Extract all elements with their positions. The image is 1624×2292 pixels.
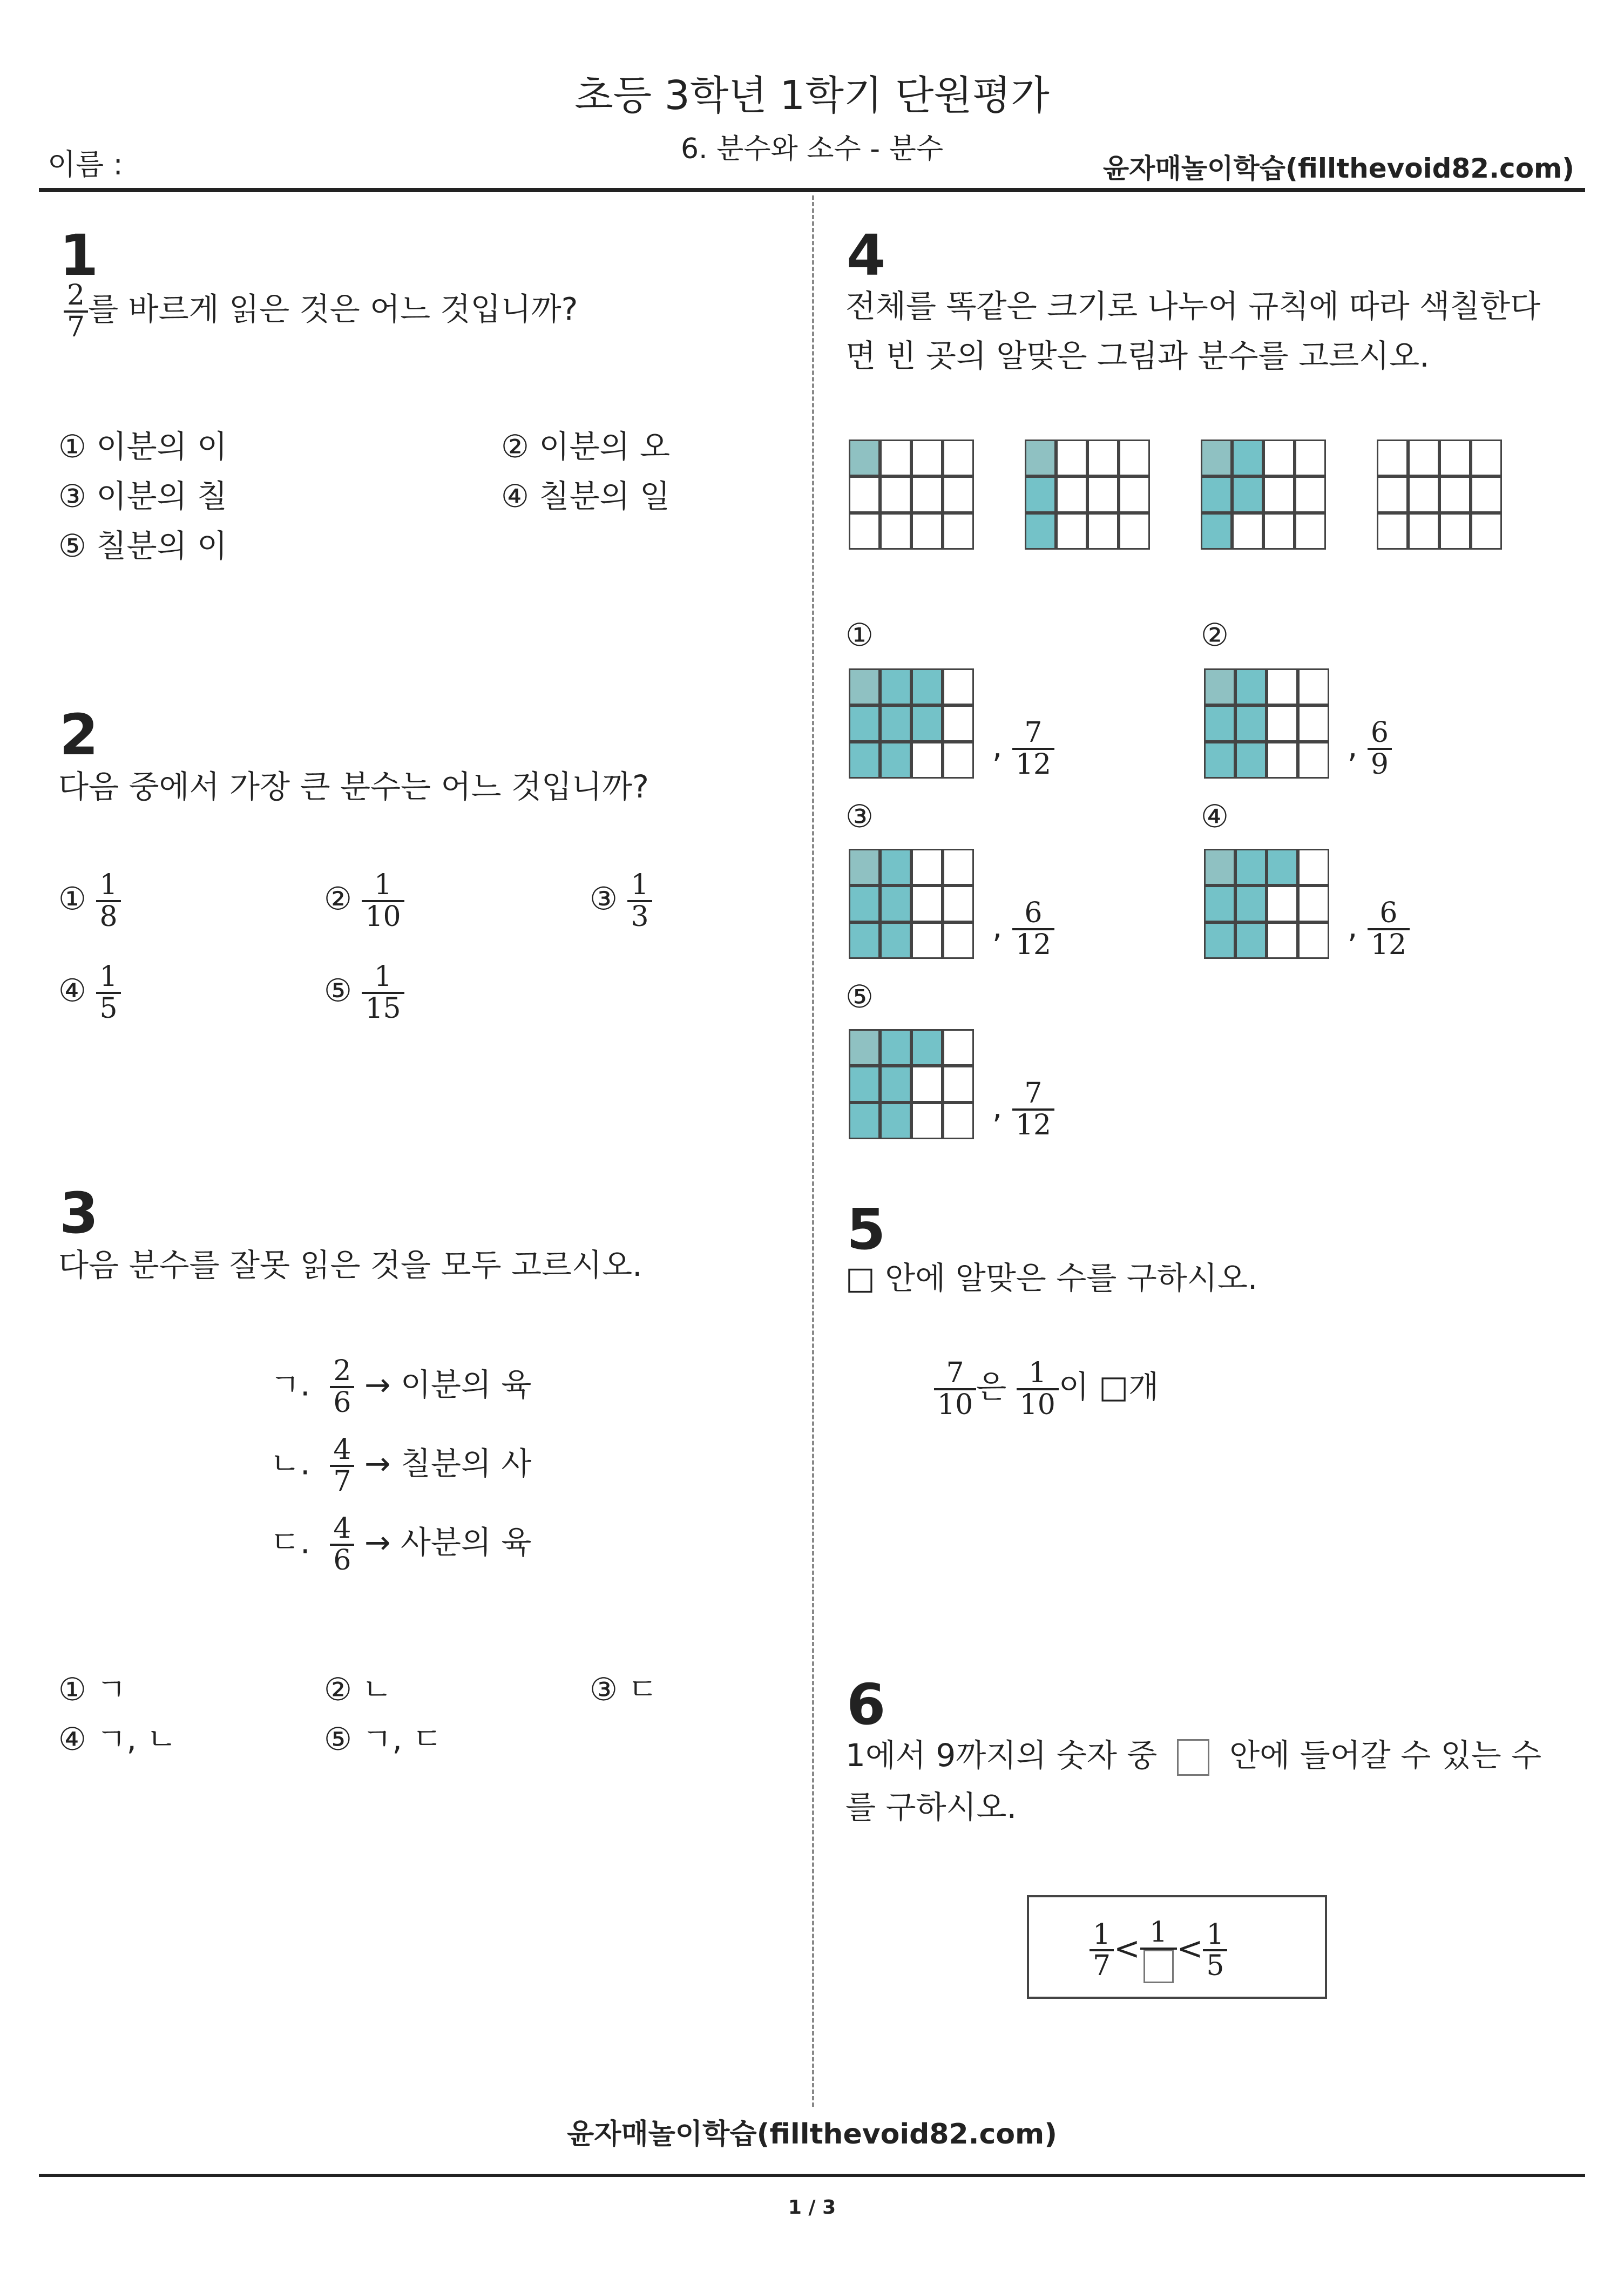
q4-option-3-fraction: , $\frac{6}{12}$ bbox=[992, 898, 1054, 959]
grid-cell bbox=[1439, 513, 1471, 550]
grid-cell bbox=[1025, 476, 1056, 513]
q4-option-1-mark[interactable]: ① bbox=[845, 617, 874, 653]
grid-cell bbox=[1056, 476, 1087, 513]
grid-cell bbox=[1119, 513, 1150, 550]
option-5-grid bbox=[849, 1029, 974, 1139]
grid-cell bbox=[880, 922, 911, 959]
grid-cell bbox=[880, 668, 911, 705]
grid-cell bbox=[849, 1103, 880, 1139]
q1-prompt: 를 바르게 읽은 것은 어느 것입니까? bbox=[88, 290, 578, 328]
grid-cell bbox=[1295, 513, 1326, 550]
grid-cell bbox=[1087, 440, 1119, 476]
grid-cell bbox=[1235, 705, 1267, 742]
grid-cell bbox=[943, 1066, 974, 1103]
q1-option-1[interactable]: ① 이분의 이 bbox=[58, 428, 227, 465]
question-2-text: 다음 중에서 가장 큰 분수는 어느 것입니까? bbox=[58, 768, 649, 805]
q3-option-3[interactable]: ③ ㄷ bbox=[590, 1671, 658, 1708]
grid-cell bbox=[911, 849, 943, 885]
q1-option-3[interactable]: ③ 이분의 칠 bbox=[58, 478, 227, 515]
option-3-grid bbox=[849, 849, 974, 959]
pattern-grid-2 bbox=[1025, 440, 1150, 550]
question-6-text-line2: 를 구하시오. bbox=[845, 1789, 1017, 1826]
grid-cell bbox=[1377, 513, 1408, 550]
q4-option-4-fraction: , $\frac{6}{12}$ bbox=[1348, 898, 1410, 959]
grid-cell bbox=[1298, 705, 1329, 742]
grid-cell bbox=[943, 849, 974, 885]
grid-cell bbox=[1263, 513, 1295, 550]
grid-cell bbox=[943, 705, 974, 742]
grid-cell bbox=[1235, 849, 1267, 885]
q4-option-2-fraction: , $\frac{6}{9}$ bbox=[1348, 718, 1392, 779]
grid-cell bbox=[1471, 440, 1502, 476]
q3-option-4[interactable]: ④ ㄱ, ㄴ bbox=[58, 1721, 177, 1757]
grid-cell bbox=[849, 922, 880, 959]
q4-option-3-mark[interactable]: ③ bbox=[845, 798, 874, 835]
grid-cell bbox=[1204, 705, 1235, 742]
grid-cell bbox=[1056, 440, 1087, 476]
grid-cell bbox=[911, 922, 943, 959]
grid-cell bbox=[880, 849, 911, 885]
q1-fraction: $\frac{2}{7}$ bbox=[64, 281, 88, 342]
grid-cell bbox=[880, 1103, 911, 1139]
grid-cell bbox=[943, 513, 974, 550]
q2-option-1[interactable]: ① $\frac{1}{8}$ bbox=[58, 870, 121, 931]
grid-cell bbox=[911, 476, 943, 513]
q3-item-a: ㄱ. $\frac{2}{6}$ → 이분의 육 bbox=[270, 1355, 532, 1419]
grid-cell bbox=[911, 885, 943, 922]
grid-cell bbox=[1408, 476, 1439, 513]
option-4-grid bbox=[1204, 849, 1329, 959]
grid-cell bbox=[943, 476, 974, 513]
question-2-number: 2 bbox=[59, 702, 99, 768]
grid-cell bbox=[1204, 849, 1235, 885]
grid-cell bbox=[849, 885, 880, 922]
grid-cell bbox=[849, 1066, 880, 1103]
question-5-number: 5 bbox=[847, 1196, 886, 1262]
grid-cell bbox=[943, 1029, 974, 1066]
q2-option-2[interactable]: ② $\frac{1}{10}$ bbox=[324, 870, 404, 931]
grid-cell bbox=[849, 668, 880, 705]
grid-cell bbox=[1087, 476, 1119, 513]
grid-cell bbox=[1298, 668, 1329, 705]
q3-option-1[interactable]: ① ㄱ bbox=[58, 1671, 127, 1708]
q2-option-3[interactable]: ③ $\frac{1}{3}$ bbox=[590, 870, 652, 931]
question-4-text-line1: 전체를 똑같은 크기로 나누어 규칙에 따라 색칠한다 bbox=[845, 288, 1541, 324]
grid-cell bbox=[943, 440, 974, 476]
question-6-text-line1: 1에서 9까지의 숫자 중 안에 들어갈 수 있는 수 bbox=[845, 1730, 1541, 1781]
grid-cell bbox=[1439, 440, 1471, 476]
grid-cell bbox=[1119, 476, 1150, 513]
page-subtitle: 6. 분수와 소수 - 분수 bbox=[680, 133, 944, 165]
grid-cell bbox=[1267, 705, 1298, 742]
grid-cell bbox=[849, 1029, 880, 1066]
grid-cell bbox=[1267, 742, 1298, 779]
grid-cell bbox=[1263, 476, 1295, 513]
grid-cell bbox=[1204, 742, 1235, 779]
grid-cell bbox=[1267, 922, 1298, 959]
grid-cell bbox=[849, 705, 880, 742]
q4-option-2-mark[interactable]: ② bbox=[1201, 617, 1229, 653]
grid-cell bbox=[911, 668, 943, 705]
grid-cell bbox=[1201, 440, 1232, 476]
grid-cell bbox=[1408, 513, 1439, 550]
q2-option-5[interactable]: ⑤ $\frac{1}{15}$ bbox=[324, 962, 404, 1023]
q4-option-5-mark[interactable]: ⑤ bbox=[845, 978, 874, 1015]
question-3-text: 다음 분수를 잘못 읽은 것을 모두 고르시오. bbox=[58, 1247, 642, 1283]
grid-cell bbox=[911, 440, 943, 476]
q6-inequality: $\frac{1}{7}$ < 1 < $\frac{1}{5}$ bbox=[1090, 1918, 1227, 1983]
grid-cell bbox=[849, 476, 880, 513]
grid-cell bbox=[911, 742, 943, 779]
grid-cell bbox=[1267, 668, 1298, 705]
pattern-grid-4 bbox=[1377, 440, 1502, 550]
question-4-number: 4 bbox=[847, 222, 886, 288]
grid-cell bbox=[880, 705, 911, 742]
grid-cell bbox=[1235, 922, 1267, 959]
grid-cell bbox=[1204, 668, 1235, 705]
name-label: 이름 : bbox=[48, 147, 123, 181]
page-number: 1 / 3 bbox=[788, 2196, 836, 2219]
grid-cell bbox=[1267, 849, 1298, 885]
grid-cell bbox=[1232, 440, 1263, 476]
grid-cell bbox=[1298, 885, 1329, 922]
grid-cell bbox=[1201, 513, 1232, 550]
grid-cell bbox=[1377, 440, 1408, 476]
grid-cell bbox=[943, 885, 974, 922]
grid-cell bbox=[880, 440, 911, 476]
column-divider bbox=[812, 195, 814, 2107]
grid-cell bbox=[1025, 440, 1056, 476]
grid-cell bbox=[911, 1103, 943, 1139]
grid-cell bbox=[1087, 513, 1119, 550]
grid-cell bbox=[1263, 440, 1295, 476]
q3-item-b: ㄴ. $\frac{4}{7}$ → 칠분의 사 bbox=[270, 1434, 532, 1498]
q4-option-4-mark[interactable]: ④ bbox=[1201, 798, 1229, 835]
grid-cell bbox=[849, 513, 880, 550]
grid-cell bbox=[1439, 476, 1471, 513]
grid-cell bbox=[1298, 922, 1329, 959]
grid-cell bbox=[1295, 476, 1326, 513]
grid-cell bbox=[880, 1029, 911, 1066]
q3-option-2[interactable]: ② ㄴ bbox=[324, 1671, 393, 1708]
pattern-grid-3 bbox=[1201, 440, 1326, 550]
footer-rule bbox=[39, 2174, 1585, 2177]
grid-cell bbox=[1298, 849, 1329, 885]
q4-option-5-fraction: , $\frac{7}{12}$ bbox=[992, 1079, 1054, 1140]
question-1-text bbox=[64, 281, 578, 342]
grid-cell bbox=[1235, 668, 1267, 705]
grid-cell bbox=[1056, 513, 1087, 550]
grid-cell bbox=[1119, 440, 1150, 476]
q1-option-5[interactable]: ⑤ 칠분의 이 bbox=[58, 528, 227, 564]
q1-option-2[interactable]: ② 이분의 오 bbox=[501, 428, 670, 465]
page-title: 초등 3학년 1학기 단원평가 bbox=[574, 72, 1050, 119]
question-4-text-line2: 면 빈 곳의 알맞은 그림과 분수를 고르시오. bbox=[845, 337, 1430, 374]
grid-cell bbox=[943, 922, 974, 959]
grid-cell bbox=[911, 705, 943, 742]
q5-expression: $\frac{7}{10}$ 은 $\frac{1}{10}$ 이 □개 bbox=[934, 1358, 1159, 1419]
question-3-number: 3 bbox=[59, 1180, 99, 1246]
question-6-number: 6 bbox=[847, 1672, 886, 1737]
grid-cell bbox=[1204, 922, 1235, 959]
header-site: 윤자매놀이학습(fillthevoid82.com) bbox=[1102, 153, 1574, 184]
grid-cell bbox=[1408, 440, 1439, 476]
pattern-grid-1 bbox=[849, 440, 974, 550]
grid-cell bbox=[1295, 440, 1326, 476]
grid-cell bbox=[1235, 742, 1267, 779]
q1-option-4[interactable]: ④ 칠분의 일 bbox=[501, 478, 670, 515]
question-1-number: 1 bbox=[59, 222, 99, 288]
grid-cell bbox=[1235, 885, 1267, 922]
grid-cell bbox=[1232, 513, 1263, 550]
grid-cell bbox=[880, 885, 911, 922]
grid-cell bbox=[911, 513, 943, 550]
grid-cell bbox=[1025, 513, 1056, 550]
option-1-grid bbox=[849, 668, 974, 779]
grid-cell bbox=[911, 1029, 943, 1066]
grid-cell bbox=[943, 668, 974, 705]
q3-option-5[interactable]: ⑤ ㄱ, ㄷ bbox=[324, 1721, 443, 1757]
grid-cell bbox=[943, 742, 974, 779]
q3-item-c: ㄷ. $\frac{4}{6}$ → 사분의 육 bbox=[270, 1512, 532, 1577]
grid-cell bbox=[1471, 476, 1502, 513]
q2-option-4[interactable]: ④ $\frac{1}{5}$ bbox=[58, 962, 121, 1023]
grid-cell bbox=[1201, 476, 1232, 513]
grid-cell bbox=[1204, 885, 1235, 922]
header-rule bbox=[39, 188, 1585, 192]
grid-cell bbox=[1232, 476, 1263, 513]
denominator-blank[interactable] bbox=[1143, 1950, 1174, 1983]
grid-cell bbox=[880, 742, 911, 779]
footer-site: 윤자매놀이학습(fillthevoid82.com) bbox=[566, 2118, 1057, 2151]
grid-cell bbox=[1267, 885, 1298, 922]
question-5-text: □ 안에 알맞은 수를 구하시오. bbox=[845, 1260, 1258, 1296]
grid-cell bbox=[1471, 513, 1502, 550]
q4-option-1-fraction: , $\frac{7}{12}$ bbox=[992, 718, 1054, 779]
grid-cell bbox=[849, 440, 880, 476]
grid-cell bbox=[849, 849, 880, 885]
grid-cell bbox=[943, 1103, 974, 1139]
grid-cell bbox=[880, 513, 911, 550]
grid-cell bbox=[880, 1066, 911, 1103]
grid-cell bbox=[911, 1066, 943, 1103]
grid-cell bbox=[880, 476, 911, 513]
blank-box bbox=[1177, 1739, 1209, 1776]
grid-cell bbox=[1377, 476, 1408, 513]
grid-cell bbox=[849, 742, 880, 779]
option-2-grid bbox=[1204, 668, 1329, 779]
grid-cell bbox=[1298, 742, 1329, 779]
